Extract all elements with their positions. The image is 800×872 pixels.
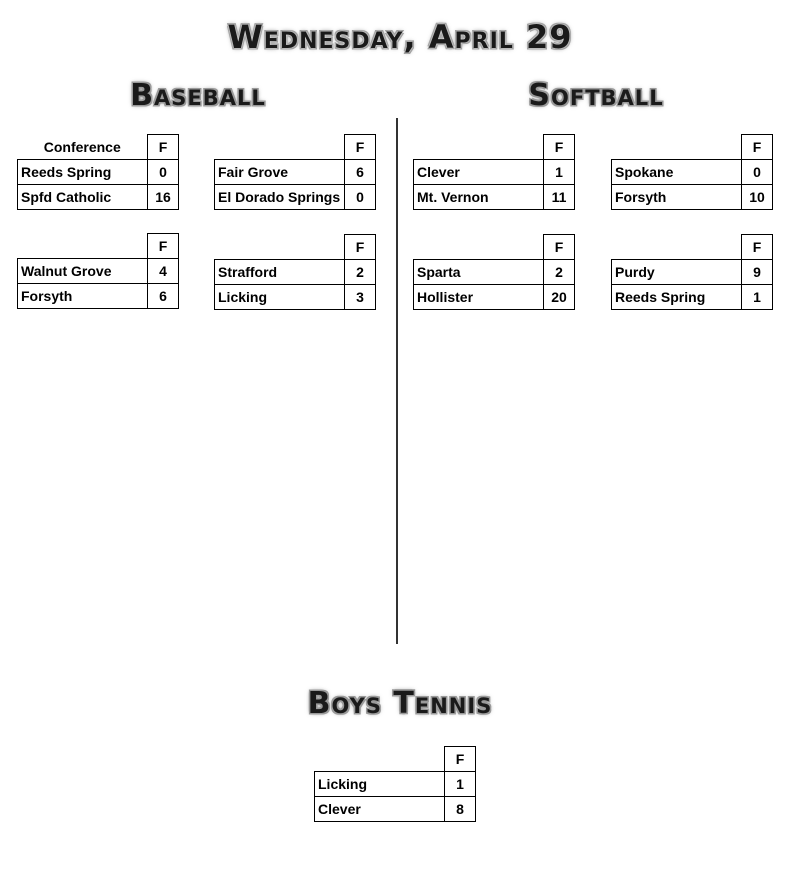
team-name: Licking [215,285,345,310]
team-score: 2 [345,260,376,285]
final-header: F [345,135,376,160]
team-score: 9 [742,260,773,285]
table-row [414,260,575,285]
section-divider [396,118,398,644]
scoreboard-softball-2 [611,134,773,210]
scoreboard-tennis-1 [314,746,476,822]
team-score: 0 [345,185,376,210]
team-score: 16 [148,185,179,210]
scoreboard-baseball-4 [214,234,376,310]
final-header: F [742,235,773,260]
final-header: F [345,235,376,260]
team-name: Forsyth [612,185,742,210]
final-header: F [148,135,179,160]
table-row [215,185,376,210]
table-row [414,285,575,310]
table-row [315,797,476,822]
table-row [414,160,575,185]
team-score: 6 [345,160,376,185]
team-score: 6 [148,284,179,309]
team-name: Mt. Vernon [414,185,544,210]
table-row [18,185,179,210]
table-row [612,160,773,185]
table-row [612,260,773,285]
team-name: Clever [414,160,544,185]
boys-tennis-section-title: Boys Tennis [307,686,493,721]
final-header: F [445,747,476,772]
scoreboard-baseball-2 [214,134,376,210]
team-score: 11 [544,185,575,210]
scoreboard-baseball-3 [17,233,179,309]
team-name: Purdy [612,260,742,285]
team-score: 1 [742,285,773,310]
scoreboard-softball-1 [413,134,575,210]
table-row [18,259,179,284]
team-name: Strafford [215,260,345,285]
scoreboard-softball-3 [413,234,575,310]
team-name: Clever [315,797,445,822]
team-name: Spfd Catholic [18,185,148,210]
baseball-section-title: Baseball [130,78,266,113]
table-row [18,160,179,185]
team-score: 3 [345,285,376,310]
team-name: Hollister [414,285,544,310]
scoreboard-softball-4 [611,234,773,310]
team-name: Forsyth [18,284,148,309]
team-score: 0 [742,160,773,185]
final-header: F [544,235,575,260]
team-name: Fair Grove [215,160,345,185]
team-name: Walnut Grove [18,259,148,284]
softball-section-title: Softball [528,78,664,113]
team-name: Reeds Spring [18,160,148,185]
team-score: 0 [148,160,179,185]
table-row [612,185,773,210]
team-score: 1 [544,160,575,185]
table-row [215,285,376,310]
table-row [215,260,376,285]
team-name: Reeds Spring [612,285,742,310]
page-title: Wednesday, April 29 [227,18,573,56]
final-header: F [742,135,773,160]
team-name: Spokane [612,160,742,185]
final-header: F [544,135,575,160]
table-row [612,285,773,310]
team-name: Licking [315,772,445,797]
team-score: 8 [445,797,476,822]
conference-label: Conference [43,138,121,155]
team-score: 2 [544,260,575,285]
scoreboard-baseball-1 [17,134,179,210]
team-score: 20 [544,285,575,310]
table-row [315,772,476,797]
table-row [18,284,179,309]
table-row [215,160,376,185]
team-score: 4 [148,259,179,284]
team-score: 1 [445,772,476,797]
team-score: 10 [742,185,773,210]
table-row [414,185,575,210]
team-name: Sparta [414,260,544,285]
team-name: El Dorado Springs [215,185,345,210]
final-header: F [148,234,179,259]
